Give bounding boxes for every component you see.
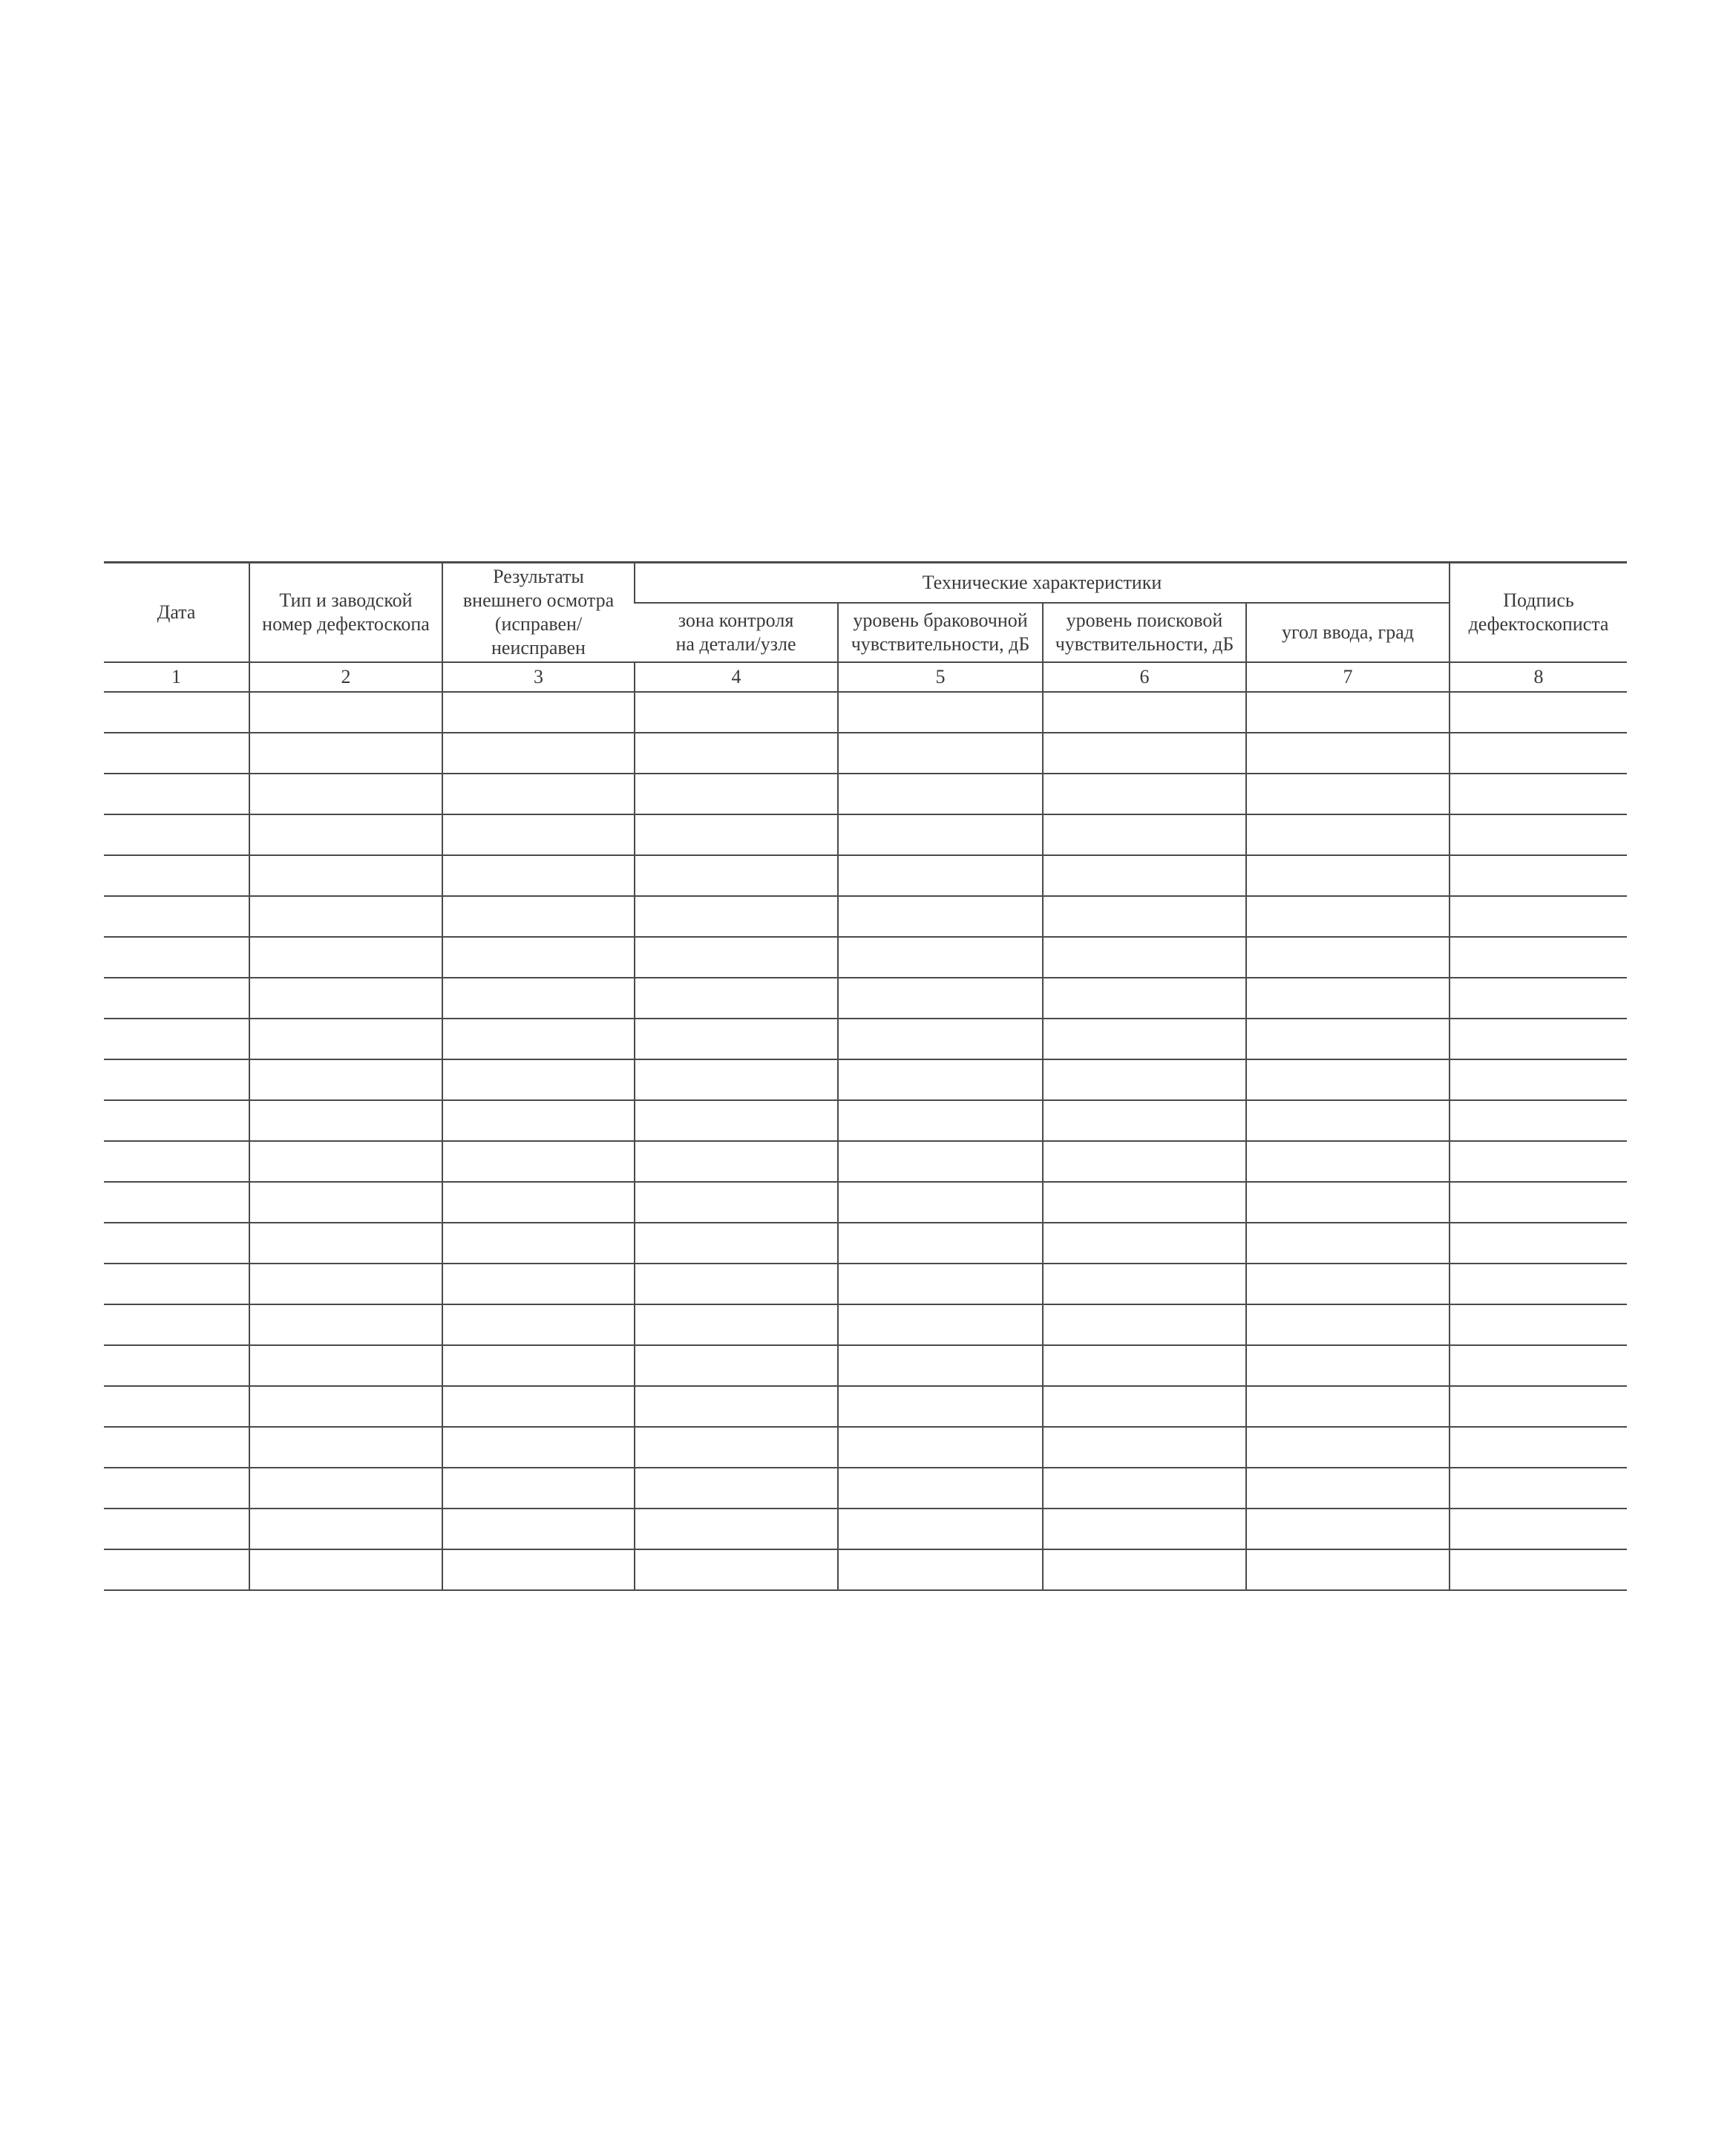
- table-cell: [442, 1468, 635, 1509]
- table-cell: [104, 814, 249, 855]
- table-cell: [838, 1019, 1043, 1059]
- table-cell: [1043, 814, 1246, 855]
- table-cell: [1450, 1427, 1627, 1468]
- table-cell: [635, 978, 838, 1019]
- table-cell: [104, 1304, 249, 1345]
- table-cell: [1043, 1264, 1246, 1304]
- header-inspection: [442, 563, 635, 663]
- table-cell: [249, 1182, 442, 1223]
- table-cell: [1043, 1386, 1246, 1427]
- table-cell: [1450, 855, 1627, 896]
- table-cell: [249, 1141, 442, 1182]
- table-cell: [635, 1059, 838, 1100]
- header-device-type-line2: номер дефектоскопа: [262, 613, 430, 635]
- table-cell: [635, 1345, 838, 1386]
- table-cell: [1246, 1509, 1450, 1549]
- table-cell: [249, 937, 442, 978]
- column-number-row: [104, 662, 1627, 692]
- table-cell: [1246, 1059, 1450, 1100]
- table-cell: [635, 774, 838, 814]
- table-cell: [1246, 1304, 1450, 1345]
- table-cell: [442, 896, 635, 937]
- table-cell: [442, 937, 635, 978]
- table-cell: [1450, 1304, 1627, 1345]
- table-cell: [1450, 896, 1627, 937]
- table-cell: [635, 937, 838, 978]
- table-row: [104, 1386, 1627, 1427]
- table-cell: [249, 733, 442, 774]
- table-cell: [1450, 1345, 1627, 1386]
- table-cell: [249, 978, 442, 1019]
- table-cell: [249, 1509, 442, 1549]
- table-cell: [1246, 774, 1450, 814]
- table-cell: [104, 1468, 249, 1509]
- table-cell: [1450, 733, 1627, 774]
- table-cell: [104, 978, 249, 1019]
- table-cell: [635, 1264, 838, 1304]
- header-date: [104, 563, 249, 663]
- table-cell: [838, 1059, 1043, 1100]
- header-control-zone-line1: зона контроля: [678, 609, 794, 631]
- column-number: 8: [1450, 662, 1627, 692]
- table-cell: [635, 1468, 838, 1509]
- header-device-type: [249, 563, 442, 663]
- table-cell: [104, 1223, 249, 1264]
- table-cell: [442, 1386, 635, 1427]
- table-cell: [1450, 814, 1627, 855]
- table-cell: [1450, 774, 1627, 814]
- table-row: [104, 1182, 1627, 1223]
- table-cell: [249, 1345, 442, 1386]
- table-cell: [249, 1019, 442, 1059]
- table-cell: [442, 1509, 635, 1549]
- table-row: [104, 1427, 1627, 1468]
- table-cell: [1450, 937, 1627, 978]
- column-number: 2: [249, 662, 442, 692]
- table-cell: [1450, 692, 1627, 733]
- table-cell: [1450, 1264, 1627, 1304]
- table-cell: [1246, 1468, 1450, 1509]
- log-body: [104, 692, 1627, 1590]
- table-cell: [249, 1304, 442, 1345]
- table-cell: [1450, 1100, 1627, 1141]
- table-row: [104, 1264, 1627, 1304]
- column-number: 5: [838, 662, 1043, 692]
- table-row: [104, 1019, 1627, 1059]
- table-cell: [1246, 1549, 1450, 1590]
- header-input-angle-label: угол ввода, град: [1282, 621, 1414, 643]
- header-inspection-line2: внешнего осмотра: [462, 589, 615, 611]
- table-row: [104, 774, 1627, 814]
- table-cell: [1246, 1182, 1450, 1223]
- table-cell: [838, 1386, 1043, 1427]
- table-cell: [442, 1223, 635, 1264]
- table-cell: [1450, 1468, 1627, 1509]
- table-cell: [635, 855, 838, 896]
- column-number: 7: [1246, 662, 1450, 692]
- header-reject-sensitivity-line1: уровень браковочной: [853, 609, 1028, 631]
- header-search-sensitivity-line2: чувствительности, дБ: [1055, 633, 1234, 655]
- header-inspection-line1: Результаты: [493, 566, 584, 587]
- table-cell: [442, 814, 635, 855]
- defectoscope-log-table: [104, 561, 1627, 1591]
- table-cell: [442, 1264, 635, 1304]
- table-row: [104, 937, 1627, 978]
- table-cell: [104, 1345, 249, 1386]
- table-cell: [838, 1549, 1043, 1590]
- header-inspection-line4: неисправен: [491, 637, 586, 658]
- table-cell: [1246, 814, 1450, 855]
- header-search-sensitivity: [1043, 603, 1246, 662]
- table-cell: [442, 774, 635, 814]
- table-cell: [838, 1182, 1043, 1223]
- table-cell: [1043, 774, 1246, 814]
- table-cell: [104, 692, 249, 733]
- table-cell: [635, 1304, 838, 1345]
- header-control-zone-line2: на детали/узле: [675, 633, 796, 655]
- table-cell: [249, 814, 442, 855]
- table-cell: [104, 1141, 249, 1182]
- table-cell: [249, 692, 442, 733]
- table-cell: [635, 733, 838, 774]
- table-cell: [104, 774, 249, 814]
- table-cell: [1043, 855, 1246, 896]
- table-row: [104, 978, 1627, 1019]
- table-cell: [1246, 1264, 1450, 1304]
- table-cell: [442, 1427, 635, 1468]
- table-cell: [104, 1427, 249, 1468]
- table-cell: [249, 1264, 442, 1304]
- table-cell: [838, 1345, 1043, 1386]
- table-cell: [838, 1427, 1043, 1468]
- column-number: 4: [635, 662, 838, 692]
- table-cell: [838, 937, 1043, 978]
- table-cell: [1043, 1468, 1246, 1509]
- table-row: [104, 1059, 1627, 1100]
- table-cell: [838, 1509, 1043, 1549]
- table-cell: [249, 1386, 442, 1427]
- table-cell: [635, 1182, 838, 1223]
- table-cell: [442, 1182, 635, 1223]
- header-reject-sensitivity-line2: чувствительности, дБ: [851, 633, 1030, 655]
- table-row: [104, 1345, 1627, 1386]
- table-cell: [1450, 1386, 1627, 1427]
- table-cell: [104, 855, 249, 896]
- table-cell: [249, 774, 442, 814]
- table-cell: [442, 1304, 635, 1345]
- table-cell: [442, 1100, 635, 1141]
- table-cell: [635, 1509, 838, 1549]
- column-number: 1: [104, 662, 249, 692]
- table-cell: [635, 814, 838, 855]
- table-row: [104, 1141, 1627, 1182]
- table-row: [104, 814, 1627, 855]
- table-cell: [249, 1100, 442, 1141]
- table-cell: [1043, 937, 1246, 978]
- table-cell: [635, 1549, 838, 1590]
- table-cell: [442, 978, 635, 1019]
- table-cell: [838, 814, 1043, 855]
- table-row: [104, 1509, 1627, 1549]
- table-cell: [1043, 1509, 1246, 1549]
- table-cell: [1246, 1386, 1450, 1427]
- column-number: 3: [442, 662, 635, 692]
- table-cell: [1043, 1100, 1246, 1141]
- header-device-type-line1: Тип и заводской: [279, 589, 413, 611]
- table-cell: [838, 1468, 1043, 1509]
- table-cell: [1246, 937, 1450, 978]
- table-cell: [1246, 896, 1450, 937]
- table-cell: [104, 937, 249, 978]
- table-cell: [442, 855, 635, 896]
- table-cell: [249, 1468, 442, 1509]
- table-cell: [249, 1427, 442, 1468]
- table-cell: [1043, 1019, 1246, 1059]
- table-row: [104, 1549, 1627, 1590]
- table-cell: [1246, 855, 1450, 896]
- table-cell: [442, 1141, 635, 1182]
- table-cell: [442, 692, 635, 733]
- table-cell: [1043, 978, 1246, 1019]
- table-cell: [635, 1427, 838, 1468]
- table-row: [104, 1100, 1627, 1141]
- table-row: [104, 692, 1627, 733]
- table-cell: [104, 1509, 249, 1549]
- table-cell: [1450, 978, 1627, 1019]
- table-cell: [1450, 1549, 1627, 1590]
- table-cell: [104, 896, 249, 937]
- table-cell: [104, 1386, 249, 1427]
- header-signature-line1: Подпись: [1503, 589, 1574, 611]
- table-cell: [249, 855, 442, 896]
- table-cell: [838, 896, 1043, 937]
- table-row: [104, 1304, 1627, 1345]
- table-cell: [1246, 1223, 1450, 1264]
- table-cell: [1246, 1100, 1450, 1141]
- table-cell: [1043, 1182, 1246, 1223]
- table-cell: [1043, 1427, 1246, 1468]
- header-signature-line2: дефектоскописта: [1468, 613, 1609, 635]
- table-cell: [635, 1141, 838, 1182]
- table-cell: [635, 1100, 838, 1141]
- table-cell: [1450, 1059, 1627, 1100]
- table-cell: [1450, 1223, 1627, 1264]
- table-cell: [442, 1019, 635, 1059]
- table-cell: [838, 774, 1043, 814]
- table-cell: [1450, 1141, 1627, 1182]
- header-input-angle: [1246, 603, 1450, 662]
- table-row: [104, 896, 1627, 937]
- header-signature: [1450, 563, 1627, 663]
- table-cell: [104, 1182, 249, 1223]
- table-cell: [1043, 1141, 1246, 1182]
- table-cell: [249, 1223, 442, 1264]
- table-cell: [104, 1549, 249, 1590]
- table-cell: [1246, 733, 1450, 774]
- table-cell: [838, 1304, 1043, 1345]
- table-cell: [1246, 692, 1450, 733]
- table-cell: [635, 1386, 838, 1427]
- table-cell: [838, 733, 1043, 774]
- table-cell: [1246, 978, 1450, 1019]
- table-cell: [1043, 1345, 1246, 1386]
- table-cell: [635, 1223, 838, 1264]
- table-cell: [1043, 896, 1246, 937]
- header-reject-sensitivity: [838, 603, 1043, 662]
- table-cell: [1043, 733, 1246, 774]
- table-cell: [442, 1549, 635, 1590]
- table-cell: [838, 855, 1043, 896]
- table-cell: [838, 1223, 1043, 1264]
- table-cell: [1450, 1182, 1627, 1223]
- table-cell: [1043, 1549, 1246, 1590]
- table-row: [104, 1223, 1627, 1264]
- table-cell: [104, 1059, 249, 1100]
- header-date-label: Дата: [157, 601, 196, 623]
- table-cell: [1246, 1019, 1450, 1059]
- table-cell: [838, 1141, 1043, 1182]
- header-inspection-line3: (исправен/: [494, 613, 583, 635]
- table-cell: [442, 1345, 635, 1386]
- table-cell: [104, 733, 249, 774]
- table-cell: [1043, 1304, 1246, 1345]
- table-cell: [249, 1549, 442, 1590]
- table-cell: [635, 1019, 838, 1059]
- table-cell: [104, 1019, 249, 1059]
- header-tech-group-label: Технические характеристики: [922, 572, 1162, 593]
- table-cell: [838, 692, 1043, 733]
- table-cell: [1043, 692, 1246, 733]
- table-cell: [1043, 1223, 1246, 1264]
- table-cell: [442, 733, 635, 774]
- table-cell: [1246, 1141, 1450, 1182]
- header-search-sensitivity-line1: уровень поисковой: [1066, 609, 1223, 631]
- table-cell: [249, 896, 442, 937]
- table-cell: [104, 1100, 249, 1141]
- header-control-zone: [635, 603, 838, 662]
- table-cell: [1246, 1427, 1450, 1468]
- table-cell: [635, 692, 838, 733]
- table-cell: [1450, 1509, 1627, 1549]
- table-cell: [1246, 1345, 1450, 1386]
- table-row: [104, 1468, 1627, 1509]
- table-cell: [1450, 1019, 1627, 1059]
- table-cell: [838, 978, 1043, 1019]
- table-cell: [635, 896, 838, 937]
- column-number: 6: [1043, 662, 1246, 692]
- header-tech-group: [635, 563, 1450, 604]
- table-cell: [104, 1264, 249, 1304]
- table-cell: [1043, 1059, 1246, 1100]
- table-cell: [249, 1059, 442, 1100]
- table-cell: [838, 1100, 1043, 1141]
- table-cell: [442, 1059, 635, 1100]
- table-cell: [838, 1264, 1043, 1304]
- table-row: [104, 733, 1627, 774]
- table-row: [104, 855, 1627, 896]
